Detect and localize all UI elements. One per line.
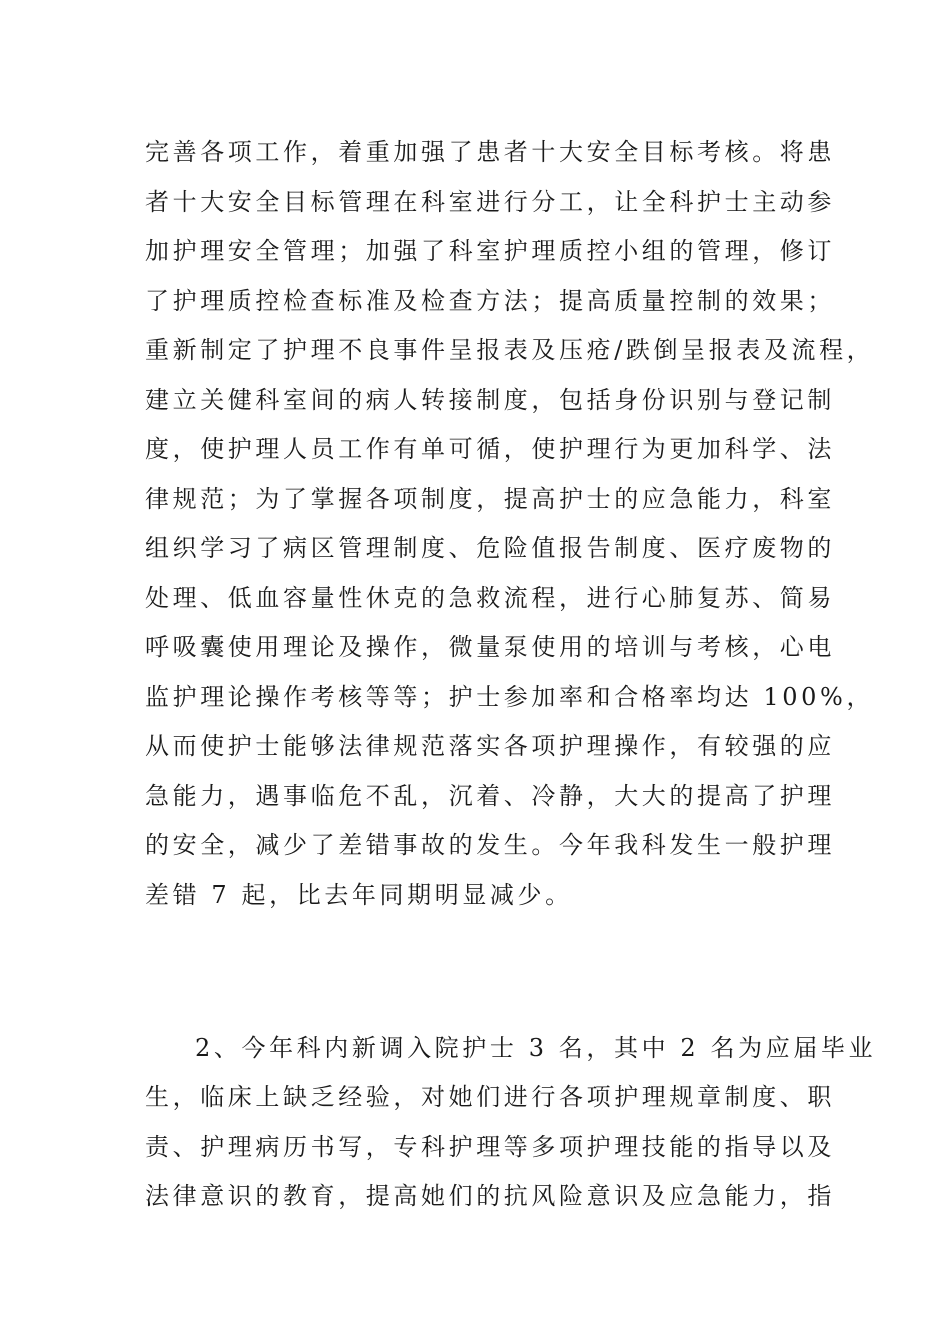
text-line: 加护理安全管理；加强了科室护理质控小组的管理，修订 [145,237,835,265]
text-line: 从而使护士能够法律规范落实各项护理操作，有较强的应 [145,732,835,760]
text-line: 组织学习了病区管理制度、危险值报告制度、医疗废物的 [145,534,835,562]
text-line: 责、护理病历书写，专科护理等多项护理技能的指导以及 [145,1133,835,1161]
text-line: 监护理论操作考核等等；护士参加率和合格率均达 100%， [145,683,875,711]
text-line: 处理、低血容量性休克的急救流程，进行心肺复苏、简易 [145,584,835,612]
text-line: 生，临床上缺乏经验，对她们进行各项护理规章制度、职 [145,1083,835,1111]
text-line: 重新制定了护理不良事件呈报表及压疮/跌倒呈报表及流程， [145,336,875,364]
text-line: 法律意识的教育，提高她们的抗风险意识及应急能力，指 [145,1182,835,1210]
text-line: 差错 7 起，比去年同期明显减少。 [145,881,573,909]
text-line: 的安全，减少了差错事故的发生。今年我科发生一般护理 [145,831,835,859]
text-line: 急能力，遇事临危不乱，沉着、冷静，大大的提高了护理 [145,782,835,810]
text-line: 建立关健科室间的病人转接制度，包括身份识别与登记制 [145,386,835,414]
text-line: 了护理质控检查标准及检查方法；提高质量控制的效果； [145,287,835,315]
text-line: 2、今年科内新调入院护士 3 名，其中 2 名为应届毕业 [195,1034,877,1062]
text-line: 度，使护理人员工作有单可循，使护理行为更加科学、法 [145,435,835,463]
text-line: 呼吸囊使用理论及操作，微量泵使用的培训与考核，心电 [145,633,835,661]
text-line: 律规范；为了掌握各项制度，提高护士的应急能力，科室 [145,485,835,513]
text-line: 者十大安全目标管理在科室进行分工，让全科护士主动参 [145,188,835,216]
text-line: 完善各项工作，着重加强了患者十大安全目标考核。将患 [145,138,835,166]
